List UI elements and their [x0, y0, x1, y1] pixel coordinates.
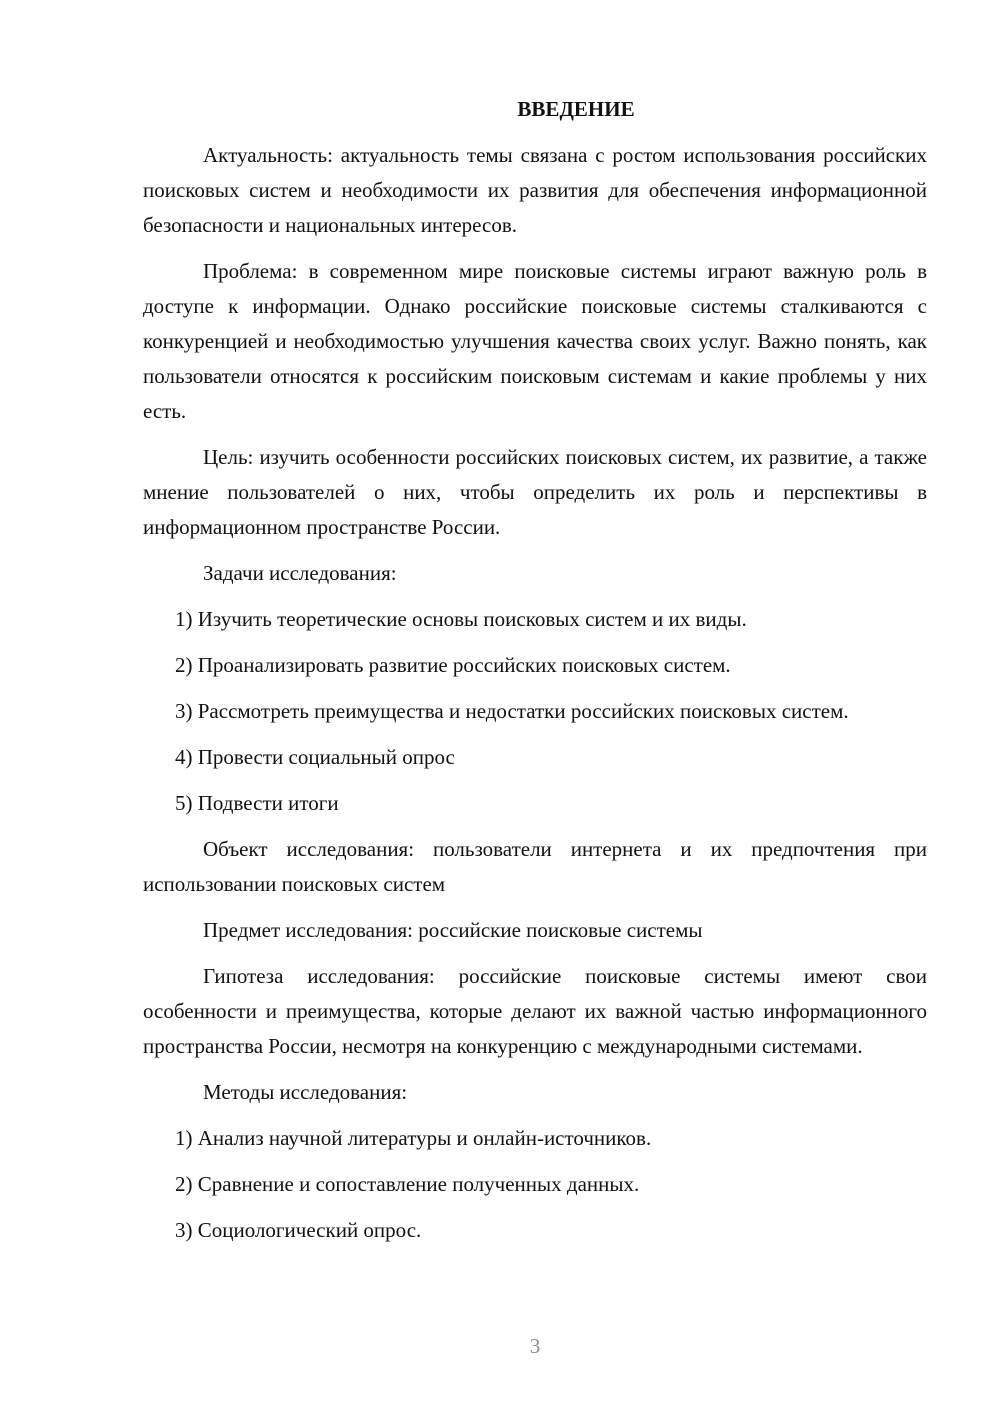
- hypothesis-paragraph: Гипотеза исследования: российские поисковые системы имеют свои особенности и преимущества, которые делают их важной частью информационного пространства России, несмотря на конкуренцию с международными системами.: [143, 964, 927, 1058]
- task-item-4: 4) Провести социальный опрос: [175, 745, 455, 769]
- methods-heading: Методы исследования:: [203, 1080, 408, 1104]
- task-item-2: 2) Проанализировать развитие российских поисковых систем.: [175, 653, 731, 677]
- page-number: 3: [529, 1334, 541, 1358]
- method-item-1: 1) Анализ научной литературы и онлайн-источников.: [175, 1126, 652, 1150]
- problem-paragraph: Проблема: в современном мире поисковые системы играют важную роль в доступе к информации. Однако российские поисковые системы сталкиваются с конкуренцией и необходимостью улучшения качества своих услуг. Важно понять, как пользователи относятся к российским поисковым системам и какие проблемы у них есть.: [143, 259, 927, 423]
- subject-paragraph: Предмет исследования: российские поисковые системы: [203, 918, 703, 942]
- goal-paragraph: Цель: изучить особенности российских поисковых систем, их развитие, а также мнение пользователей о них, чтобы определить их роль и перспективы в информационном пространстве России.: [143, 445, 927, 539]
- task-item-5: 5) Подвести итоги: [175, 791, 339, 815]
- document-page: [143, 92, 927, 1259]
- task-item-3: 3) Рассмотреть преимущества и недостатки российских поисковых систем.: [175, 699, 849, 723]
- task-item-1: 1) Изучить теоретические основы поисковых систем и их виды.: [175, 607, 747, 631]
- actuality-paragraph: Актуальность: актуальность темы связана с ростом использования российских поисковых систем и необходимости их развития для обеспечения информационной безопасности и национальных интересов.: [143, 143, 927, 237]
- page-title: ВВЕДЕНИЕ: [517, 97, 635, 121]
- tasks-heading: Задачи исследования:: [203, 561, 397, 585]
- object-paragraph: Объект исследования: пользователи интернета и их предпочтения при использовании поисковых систем: [143, 837, 927, 896]
- method-item-3: 3) Социологический опрос.: [175, 1218, 422, 1242]
- method-item-2: 2) Сравнение и сопоставление полученных данных.: [175, 1172, 640, 1196]
